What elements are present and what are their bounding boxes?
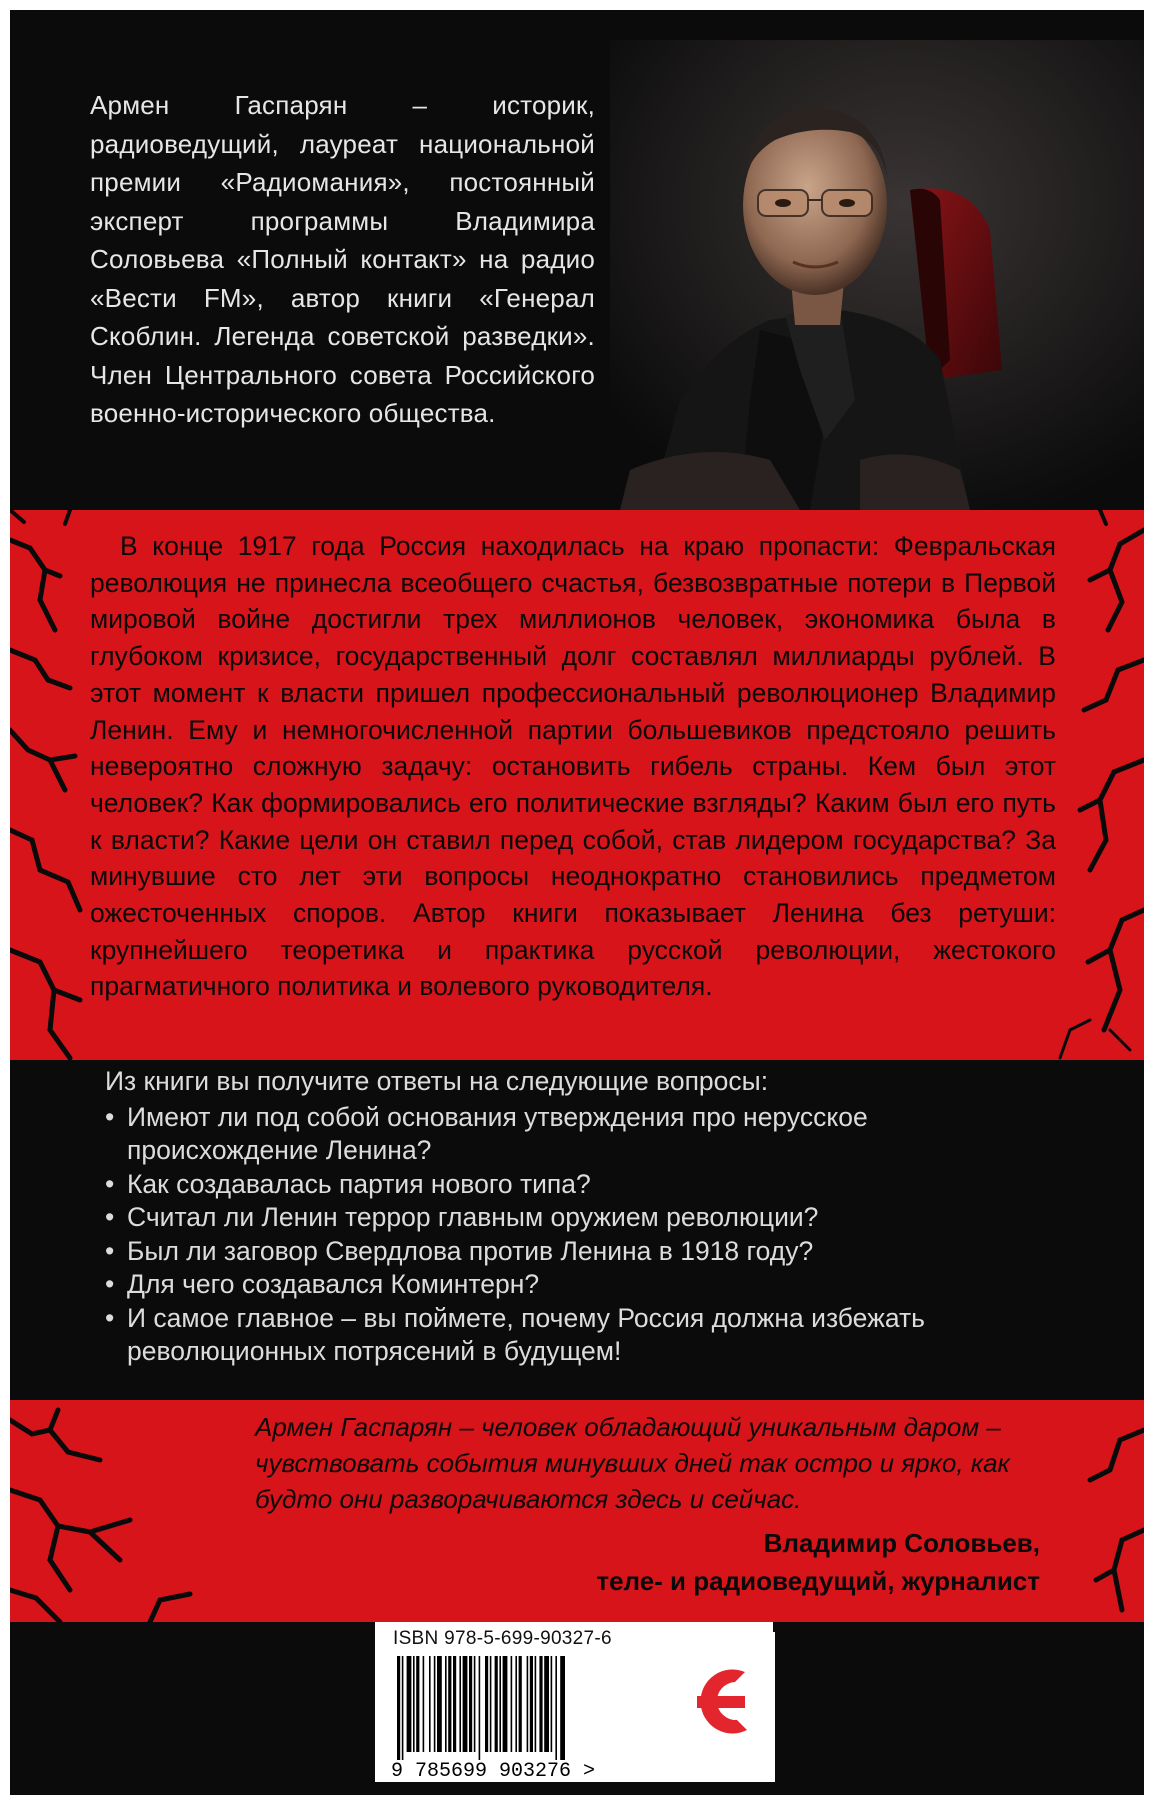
question-item: • И самое главное – вы поймете, почему Россия должна избежать революционных потрясений в будущем! (105, 1302, 1005, 1369)
barcode-bar (511, 1656, 513, 1752)
barcode-bar (503, 1656, 508, 1752)
barcode-bar (515, 1656, 517, 1752)
barcode-bar (485, 1656, 488, 1752)
barcode-bar (539, 1656, 542, 1752)
question-item: • Считал ли Ленин террор главным оружием революции? (105, 1201, 1005, 1235)
barcode-bar (527, 1656, 529, 1752)
barcode-bar (544, 1656, 549, 1752)
question-item: • Для чего создавался Коминтерн? (105, 1268, 1005, 1302)
barcode-bar (453, 1656, 456, 1752)
question-item: • Имеют ли под собой основания утверждения про нерусское происхождение Ленина? (105, 1101, 1005, 1168)
barcode-bar (560, 1656, 565, 1760)
barcode-bar (474, 1656, 476, 1752)
quote-text: Армен Гаспарян – человек обладающий уникальным даром – чувствовать события минувших дней так остро и ярко, как будто они разворачиваются здесь и сейчас. (255, 1412, 1010, 1514)
barcode-bar (434, 1656, 436, 1752)
barcode-bar (551, 1656, 553, 1752)
barcode-bar (519, 1656, 522, 1752)
barcode-bar (463, 1656, 468, 1752)
barcode-bar (469, 1656, 472, 1752)
book-back-cover (10, 10, 1144, 1795)
barcode-bar (429, 1656, 431, 1752)
barcode-bar (402, 1656, 404, 1760)
barcode-bar (495, 1656, 498, 1752)
barcode-bar (437, 1656, 442, 1752)
quote-band (10, 1400, 1144, 1622)
barcode-bar (413, 1656, 415, 1752)
barcode-bar (479, 1656, 481, 1760)
barcode-bar (535, 1656, 537, 1752)
barcode-bar (555, 1656, 557, 1760)
questions-list (105, 1101, 1005, 1369)
publisher-logo (665, 1632, 775, 1782)
description-band (10, 510, 1144, 1060)
isbn-label: ISBN 978-5-699-90327-6 (393, 1628, 612, 1649)
author-photo (610, 40, 1144, 510)
question-item: • Как создавалась партия нового типа? (105, 1168, 1005, 1202)
barcode-bar (448, 1656, 451, 1752)
quote-attribution (596, 1524, 1040, 1600)
barcode-bar (499, 1656, 501, 1752)
barcode-bar (530, 1656, 533, 1752)
barcode-image (389, 1656, 659, 1780)
barcode-bar (490, 1656, 492, 1752)
author-bio: Армен Гаспарян – историк, радиоведущий, лауреат национальной премии «Радиомания», постоянный эксперт программы Владимира Соловьева «Полный контакт» на радио «Вести FM», автор книги «Генерал Скоблин. Легенда советской разведки». Член Центрального совета Российского военно-исторического общества. (90, 90, 595, 428)
questions-section (105, 1065, 1005, 1369)
quote-author-title: теле- и радиоведущий, журналист (596, 1566, 1040, 1596)
barcode-bar (397, 1656, 400, 1760)
barcode-bar (407, 1656, 412, 1752)
barcode-digits: 9 785699 903276 > (391, 1760, 596, 1780)
questions-intro: Из книги вы получите ответы на следующие вопросы: (105, 1066, 769, 1096)
book-description: В конце 1917 года Россия находилась на краю пропасти: Февральская революция не принесла всеобщего счастья, безвозвратные потери в Первой мировой войне достигли трех миллионов человек, экономика была в глубоком кризисе, государственный долг составлял миллиарды рублей. В этот момент к власти пришел профессиональный революционер Владимир Ленин. Ему и немногочисленной партии большевиков предстояло решить невероятно сложную задачу: остановить гибель страны. Кем был этот человек? Как формировались его политические взгляды? Каким был его путь к власти? Какие цели он ставил перед собой, став лидером государства? За минувшие сто лет эти вопросы неоднократно становились предметом ожесточенных споров. Автор книги показывает Ленина без ретуши: крупнейшего теоретика и практика русской революции, жестокого прагматичного политика и волевого руководителя. (90, 531, 1056, 1002)
quote-author: Владимир Соловьев, (763, 1528, 1040, 1558)
question-item: • Был ли заговор Свердлова против Ленина в 1918 году? (105, 1235, 1005, 1269)
barcode-bar (459, 1656, 461, 1752)
barcode-bar (416, 1656, 419, 1752)
barcode-bar (423, 1656, 425, 1752)
barcode-bar (445, 1656, 447, 1752)
eksmo-logo-icon (665, 1632, 775, 1782)
